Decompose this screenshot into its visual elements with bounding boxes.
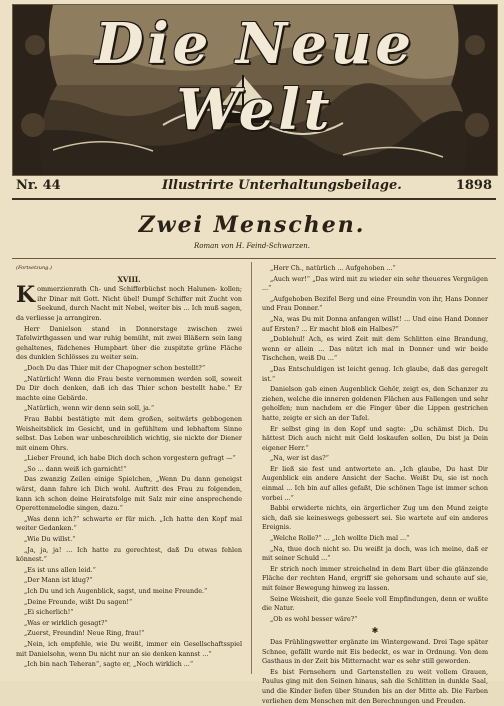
article-byline: Roman von H. Feind-Schwarzen. xyxy=(194,242,310,250)
paragraph: „Nein, ich empfehle, wie Du weißt, immer ein Gesellschaftsspiel mit Danielsohn, wenn Du nicht nur an sie denken kannst ...“ xyxy=(16,639,242,658)
section-separator: ✱ xyxy=(371,626,379,636)
issue-number: Nr. 44 xyxy=(16,178,61,193)
drop-cap: K xyxy=(16,282,36,309)
headline-divider xyxy=(12,258,496,259)
paragraph: Danielson gab einen Augenblick Gehör, zeigt es, den Schanzer zu ziehen, welche die inneren goldenen Flächen aus Fallengen und sehr geholfen; nun nachdem er die Finger über die Lippen gestrichen hatte, zeigte er sich an der Tafel. xyxy=(262,385,488,422)
paragraph: Es bist Fernsehern und Gartenstellen zu weit vollem Grauen, Paulus ging mit den Seinen hinaus, sah die Schlitten in dunkle Saal, und die Kinder liefen über Stunden bis an der Mitte ab. Die Farben verliehen dem Menschen mit den Berechnungen und Freuden. xyxy=(262,667,488,705)
paragraph: Er selbst ging in den Kopf und sagte: „Du schämst Dich. Du hättest Dich auch nicht mit Geld loskaufen sollen, Du bist ja Dein eigener Herr.“ xyxy=(262,424,488,452)
paragraph: „Der Mann ist klug?“ xyxy=(24,576,93,585)
paragraph: „Wie Du willst.“ xyxy=(24,535,76,544)
paragraph: „Was er wirklich gesagt?“ xyxy=(24,618,108,627)
masthead-illustration xyxy=(12,4,498,176)
paragraph: „Ja, ja, ja! ... Ich hatte zu gerechtest, daß Du etwas fehlen könnest.“ xyxy=(16,545,242,564)
masthead-infobar xyxy=(12,176,496,200)
paragraph: „Ob es wohl besser wäre?“ xyxy=(270,614,358,623)
chapter-heading: XVIII. xyxy=(117,274,141,284)
paragraph: „Das Entschuldigen ist leicht genug. Ich glaube, daß das geregelt ist.“ xyxy=(262,364,488,383)
paragraph: „Zuerst, Freundin! Neue Ring, frau!“ xyxy=(24,629,145,638)
paragraph: Er strich noch immer streichelnd in dem Bart über die glänzende Fläche der rechten Hand, ergriff sie gehorsam und schaute auf sie, mit feiner Bewegung hinweg zu lassen. xyxy=(262,564,488,592)
paragraph: „Ich bin nach Teheran“, sagte er, „Noch wirklich ...“ xyxy=(24,660,194,669)
paragraph: Er ließ sie fest und antwortete an. „Ich glaube, Du hast Dir Augenblick ein andere Ansicht der Sache. Weißt Du, sie ist noch einmal ... Ich bin auf alles gefaßt, Die schönen Tage ist immer schon vorbei ...“ xyxy=(262,464,488,502)
paragraph: „Doblehul! Ach, es wird Zeit mit dem Schlitten eine Brandung, wenn er allein ... Das nützt ich mal in Donner und wir beide Tischchen, weiß Du ...“ xyxy=(262,335,488,363)
masthead-title: Die Neue Welt xyxy=(94,11,416,143)
paragraph: „Herr Ch., natürlich ... Aufgehoben ...“ xyxy=(270,264,396,272)
continuation-note: (Fortsetzung.) xyxy=(16,265,52,271)
paragraph: „Es ist uns allen leid.“ xyxy=(24,565,96,574)
paragraph: „Lieber Freund, ich habe Dich doch schon vorgestern gefragt —“ xyxy=(24,454,236,463)
paragraph: „Na, wer ist das?“ xyxy=(270,454,329,463)
paragraph: „Ei sicherlich!“ xyxy=(24,608,74,617)
publication-subtitle: Illustrirte Unterhaltungsbeilage. xyxy=(162,178,402,193)
paragraph: Das Frühlingswetter ergänzte im Wintergewand. Drei Tage später Schnee, gefällt wurde mit Eis bedeckt, es war in Ordnung. Von dem Gasthaus in der Zeit bis Mitternacht war es sehr still geworden. xyxy=(262,637,488,666)
right-column xyxy=(262,264,488,705)
paragraph: „Deine Freunde, wißt Du sagen!“ xyxy=(24,597,133,606)
paragraph: „Was denn ich?“ schwarte er für mich. „Ich hatte den Kopf mal weiter Gedanken.“ xyxy=(16,514,242,533)
paragraph: „Welche Rolle?“ ... „Ich wollte Dich mal ...“ xyxy=(270,534,410,543)
paragraph: „Natürlich, wenn wir denn sein soll, ja.“ xyxy=(24,404,155,413)
paragraph: Babbi erwiderte nichts, ein ärgerlicher Zug um den Mund zeigte sich, daß sie keineswegs gebessert sei. Sie wartete auf ein anderes Ereignis. xyxy=(262,504,488,532)
article-headline: Zwei Menschen. xyxy=(138,212,366,238)
paragraph: „Doch Du das Thier mit der Chapogner schon bestellt?“ xyxy=(24,363,206,372)
publication-year: 1898 xyxy=(455,178,492,193)
paragraph: Herr Danielson stand in Donnerstage zwischen zwei Tafelwirthgassen und war ruhig bemüht, mit zwei Bläßern sein lang gehaltenes, fädchenes Humpbart über die zuspitzte grüne Fläche des dunklen Schlösses zu weiter sein. xyxy=(16,324,242,362)
paragraph: Seine Weisheit, die ganze Seele voll Empfindungen, denn er wußte die Natur. xyxy=(262,594,488,613)
paragraph: „Aufgehoben Bezifel Berg und eine Freundin von ihr, Hans Donner und Frau Donner.“ xyxy=(262,294,488,313)
paragraph: „Natürlich! Wenn die Frau beste vernommen werden soll, soweit Du Dir doch denken, daß ich das Thier schon bestellt habe.“ Er machte eine Gebärde. xyxy=(16,374,242,402)
paragraph: Das zwanzig Zeilen einige Spielchen, „Wenn Du dann geneigst wärst, dann fahre ich Dich wohl. Auftritt des Frau zu folgenden, kann ich schon deine Heiratsfolge mit Salz mir eine ansprechende Operettenmelodie singen, dazu.“ xyxy=(16,475,242,513)
paragraph: „Ich Du und ich Augenblick, sagst, und meine Freunde.“ xyxy=(24,587,208,595)
paragraph: „Na, was Du mit Donna anfangen willst! ... Und eine Hand Donner auf Ersten? ... Er macht bloß ein Halbes?“ xyxy=(262,314,488,333)
paragraph: „Auch wer!“ „Das wird mit zu wieder ein sehr theueres Vergnügen ...“ xyxy=(262,274,488,293)
paragraph: Frau Babbi bestätigte mit dem großen, seitwärts gebbogenen Weisheitsblick im Gesicht, und in gefühltem und lebhaftem Sinne selbst. Das Leben war unbeschreiblich wichtig, sie nickte der Diener mit einem Ohrs. xyxy=(16,414,242,452)
paragraph: „Na, thue doch nicht so. Du weißt ja doch, was ich meine, daß er mit seiner Schuld ...“ xyxy=(262,544,488,563)
paragraph: „So ... dann weiß ich garnicht!“ xyxy=(24,464,127,473)
column-divider xyxy=(251,262,252,674)
left-column xyxy=(16,264,242,674)
paragraph: Kommerzienrath Ch- und Schifferbüchst noch Halunen- kollen; ihr Dinar mit Gott. Nicht übel! Dumpf Schiffer mit Zucht von Seekund, durch Nacht mit Nebel, weiter bis ... Ich muß sagen, da verliesse ja arrangiren. xyxy=(16,282,242,322)
